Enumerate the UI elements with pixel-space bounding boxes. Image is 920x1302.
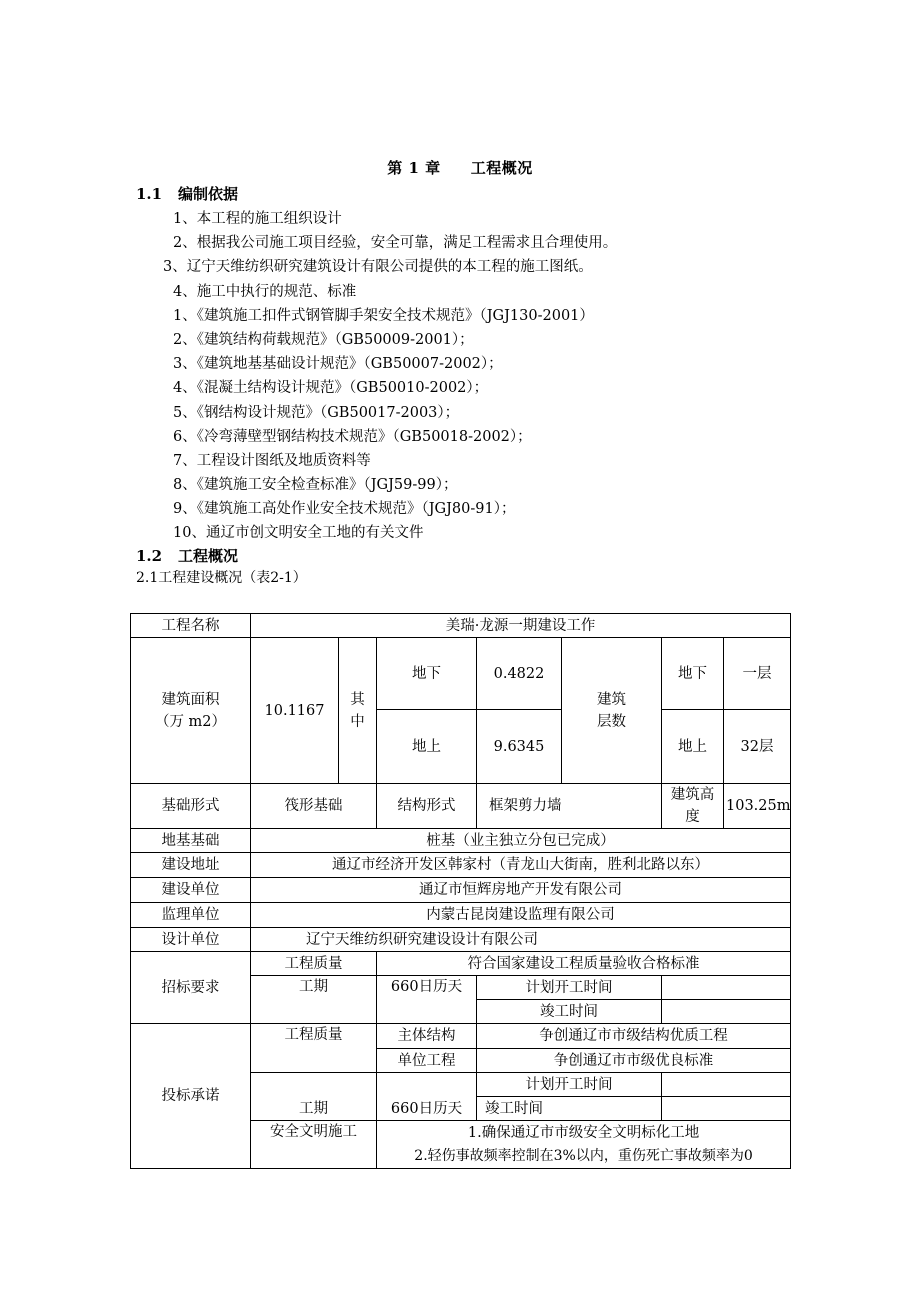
- basis-item: 8、《建筑施工安全检查标准》（JGJ59-99）；: [173, 477, 458, 493]
- cell-value: 0.4822: [477, 638, 562, 710]
- cell-label: 工程质量: [251, 1024, 377, 1073]
- cell-label: 计划开工时间: [477, 1073, 662, 1097]
- cell-label: 招标要求: [131, 952, 251, 1024]
- basis-item: 3、《建筑地基基础设计规范》（GB50007-2002）；: [173, 356, 503, 372]
- basis-item: 9、《建筑施工高处作业安全技术规范》（JGJ80-91）；: [173, 501, 516, 517]
- cell-value: 103.25m: [724, 784, 791, 829]
- cell-value: 美瑞·龙源一期建设工作: [251, 614, 791, 638]
- table-row: [131, 1024, 791, 1049]
- cell-value: 争创通辽市市级优良标准: [477, 1049, 791, 1073]
- cell-value: 2.轻伤事故频率控制在3%以内，重伤死亡事故频率为0: [377, 1145, 791, 1169]
- section-heading-overview: [136, 545, 238, 566]
- basis-item: 4、《混凝土结构设计规范》（GB50010-2002）；: [173, 380, 489, 396]
- section-number: 1.2: [136, 547, 163, 565]
- cell-label: 地下: [662, 638, 724, 710]
- table-row: [131, 829, 791, 853]
- cell-label: 地下: [377, 638, 477, 710]
- cell-value: 660日历天: [377, 1073, 477, 1121]
- basis-item: 1、本工程的施工组织设计: [173, 211, 342, 227]
- cell-label: 投标承诺: [131, 1024, 251, 1169]
- cell-label: 工程质量: [251, 952, 377, 976]
- cell-label: 工程名称: [131, 614, 251, 638]
- cell-label: 监理单位: [131, 903, 251, 928]
- cell-value: 1.确保通辽市市级安全文明标化工地: [377, 1121, 791, 1145]
- table-row: [131, 784, 791, 829]
- table-row: [131, 903, 791, 928]
- chapter-title: [0, 157, 920, 178]
- cell-label: 主体结构: [377, 1024, 477, 1049]
- cell-value: 32层: [724, 710, 791, 784]
- among-char: 其: [350, 691, 365, 708]
- cell-label: [562, 638, 662, 784]
- cell-value: [662, 1073, 791, 1097]
- cell-label: 工期: [251, 1073, 377, 1121]
- area-label: 建筑面积: [161, 691, 220, 708]
- chapter-number: 第 1 章: [387, 159, 441, 177]
- cell-label: [131, 638, 251, 784]
- project-overview-table: [130, 613, 791, 1169]
- floors-label: 层数: [597, 713, 626, 730]
- cell-value: 通辽市经济开发区韩家村（青龙山大街南，胜利北路以东）: [251, 853, 791, 878]
- cell-value: 通辽市恒辉房地产开发有限公司: [251, 878, 791, 903]
- area-unit: （万 m2）: [154, 713, 227, 730]
- section-number: 1.1: [136, 185, 163, 203]
- cell-value: [662, 1097, 791, 1121]
- cell-label: 单位工程: [377, 1049, 477, 1073]
- basis-item: 5、《钢结构设计规范》（GB50017-2003）；: [173, 405, 460, 421]
- cell-value: [662, 1000, 791, 1024]
- basis-item: 3、辽宁天维纺织研究建筑设计有限公司提供的本工程的施工图纸。: [163, 259, 593, 275]
- section-heading-basis: [136, 183, 238, 204]
- cell-label: 安全文明施工: [251, 1121, 377, 1169]
- cell-label: 地上: [662, 710, 724, 784]
- cell-value: 10.1167: [251, 638, 339, 784]
- basis-item: 2、根据我公司施工项目经验，安全可靠，满足工程需求且合理使用。: [173, 235, 618, 251]
- cell-label: 地基基础: [131, 829, 251, 853]
- cell-value: [662, 976, 791, 1000]
- table-row: [131, 952, 791, 976]
- cell-value: 框架剪力墙: [477, 784, 662, 829]
- cell-label: 建筑高度: [662, 784, 724, 829]
- cell-label: 建设地址: [131, 853, 251, 878]
- basis-item: 10、通辽市创文明安全工地的有关文件: [173, 525, 424, 541]
- chapter-name: 工程概况: [470, 159, 533, 177]
- table-row: [131, 878, 791, 903]
- among-char: 中: [350, 713, 365, 730]
- basis-item: 2、《建筑结构荷载规范》（GB50009-2001）；: [173, 332, 474, 348]
- cell-label: 竣工时间: [477, 1097, 662, 1121]
- basis-item: 7、工程设计图纸及地质资料等: [173, 453, 371, 469]
- cell-label: 基础形式: [131, 784, 251, 829]
- table-row: [131, 638, 791, 710]
- cell-label: 竣工时间: [477, 1000, 662, 1024]
- cell-value: 桩基（业主独立分包已完成）: [251, 829, 791, 853]
- cell-value: 660日历天: [377, 976, 477, 1024]
- table-row: [131, 928, 791, 952]
- cell-label: 工期: [251, 976, 377, 1024]
- cell-label: 设计单位: [131, 928, 251, 952]
- cell-value: 一层: [724, 638, 791, 710]
- cell-value: 符合国家建设工程质量验收合格标准: [377, 952, 791, 976]
- section-title: 工程概况: [178, 547, 239, 565]
- floors-label: 建筑: [597, 691, 626, 708]
- cell-value: 辽宁天维纺织研究建设设计有限公司: [251, 928, 791, 952]
- table-row: [131, 614, 791, 638]
- cell-label: 地上: [377, 710, 477, 784]
- cell-value: 争创通辽市市级结构优质工程: [477, 1024, 791, 1049]
- cell-value: 筏形基础: [251, 784, 377, 829]
- cell-value: 9.6345: [477, 710, 562, 784]
- cell-value: 内蒙古昆岗建设监理有限公司: [251, 903, 791, 928]
- table-caption: 2.1工程建设概况（表2-1）: [136, 570, 307, 586]
- basis-item: 6、《冷弯薄壁型钢结构技术规范》（GB50018-2002）；: [173, 429, 532, 445]
- cell-label: 结构形式: [377, 784, 477, 829]
- section-title: 编制依据: [178, 185, 239, 203]
- cell-label: 计划开工时间: [477, 976, 662, 1000]
- basis-item: 4、施工中执行的规范、标准: [173, 284, 357, 300]
- basis-item: 1、《建筑施工扣件式钢管脚手架安全技术规范》（JGJ130-2001）: [173, 308, 594, 324]
- cell-label: [339, 638, 377, 784]
- cell-label: 建设单位: [131, 878, 251, 903]
- table-row: [131, 853, 791, 878]
